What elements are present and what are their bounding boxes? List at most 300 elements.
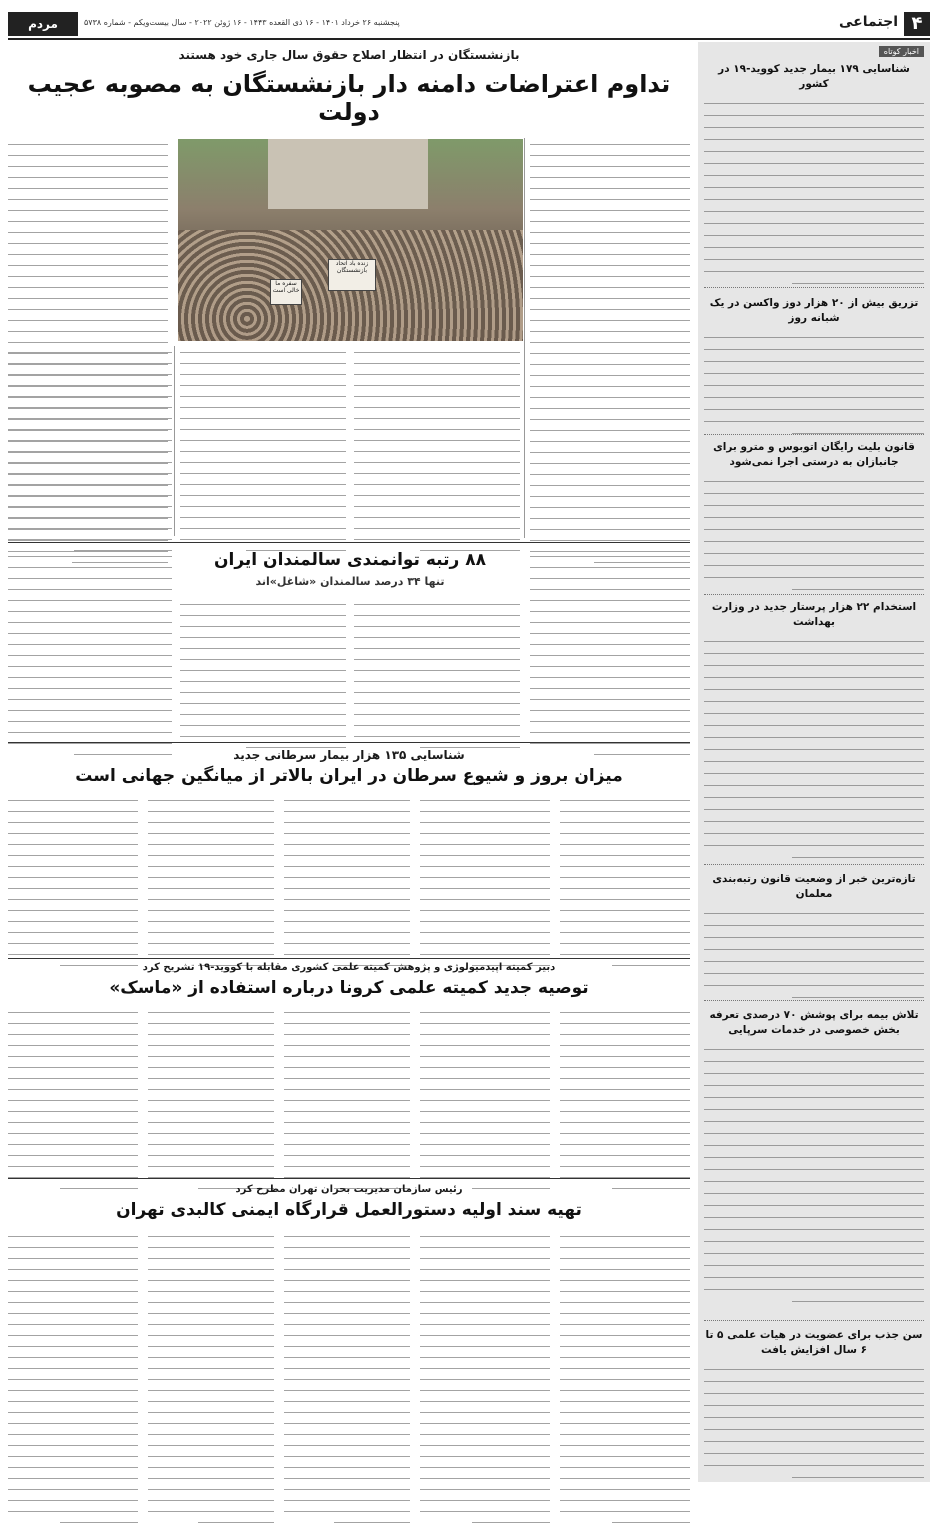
text-line xyxy=(180,631,346,638)
text-line xyxy=(284,1017,410,1024)
text-line xyxy=(530,512,690,519)
text-line xyxy=(60,1516,138,1523)
text-line xyxy=(560,1028,690,1035)
text-line xyxy=(704,1282,924,1290)
text-line xyxy=(420,904,550,911)
text-line xyxy=(148,893,274,900)
text-line xyxy=(8,882,138,889)
text-line xyxy=(530,314,690,321)
text-line xyxy=(284,1417,410,1424)
text-line xyxy=(354,390,520,397)
text-line xyxy=(420,849,550,856)
text-line xyxy=(704,670,924,678)
text-line xyxy=(704,216,924,224)
text-line xyxy=(284,1274,410,1281)
text-line xyxy=(420,1230,550,1237)
text-line xyxy=(530,490,690,497)
text-line xyxy=(8,1472,138,1479)
text-line xyxy=(8,1285,138,1292)
story-headline: توصیه جدید کمیته علمی کرونا درباره استفاده از «ماسک» xyxy=(109,978,589,998)
text-line xyxy=(704,1434,924,1442)
text-line xyxy=(530,693,690,700)
text-line xyxy=(560,871,690,878)
text-line xyxy=(148,1395,274,1402)
text-line xyxy=(8,638,172,645)
text-line xyxy=(704,1198,924,1206)
text-line xyxy=(420,1017,550,1024)
text-line xyxy=(284,1296,410,1303)
text-line xyxy=(704,1138,924,1146)
text-line xyxy=(420,1296,550,1303)
text-line xyxy=(8,1450,138,1457)
text-line xyxy=(354,533,520,540)
text-line xyxy=(704,1222,924,1230)
text-line xyxy=(8,1329,138,1336)
text-line xyxy=(8,160,168,167)
text-line xyxy=(704,132,924,140)
text-line xyxy=(704,342,924,350)
text-line xyxy=(530,501,690,508)
text-line xyxy=(420,1006,550,1013)
text-line xyxy=(198,1516,274,1523)
text-line xyxy=(704,930,924,938)
text-line xyxy=(530,627,690,634)
text-line xyxy=(704,966,924,974)
text-line xyxy=(560,1395,690,1402)
text-line xyxy=(8,171,168,178)
text-line xyxy=(284,794,410,801)
text-line xyxy=(560,1472,690,1479)
text-line xyxy=(420,1318,550,1325)
text-line xyxy=(530,704,690,711)
brief-headline: تزریق بیش از ۲۰ هزار دوز واکسن در یک شبانه روز xyxy=(709,297,919,324)
text-line xyxy=(530,446,690,453)
text-line xyxy=(8,1039,138,1046)
text-line xyxy=(148,1006,274,1013)
text-line xyxy=(148,1230,274,1237)
text-line xyxy=(8,204,168,211)
text-line xyxy=(284,1094,410,1101)
text-line xyxy=(354,708,520,715)
text-line xyxy=(704,474,924,482)
text-line xyxy=(148,1329,274,1336)
text-line xyxy=(180,357,346,364)
text-line xyxy=(560,1461,690,1468)
text-line xyxy=(792,850,924,858)
text-line xyxy=(148,904,274,911)
text-line xyxy=(148,1149,274,1156)
brief-headline: شناسایی ۱۷۹ بیمار جدید کووید-۱۹ در کشور xyxy=(718,63,910,90)
text-line xyxy=(180,412,346,419)
text-line xyxy=(148,1461,274,1468)
text-line xyxy=(284,948,410,955)
text-line xyxy=(704,144,924,152)
text-line xyxy=(8,561,172,568)
article-column xyxy=(560,794,690,970)
story-headline: ۸۸ رتبه توانمندی سالمندان ایران xyxy=(214,550,486,570)
story-headline: میزان بروز و شیوع سرطان در ایران بالاتر از میانگین جهانی است xyxy=(75,766,623,786)
text-line xyxy=(704,534,924,542)
text-line xyxy=(180,500,346,507)
text-line xyxy=(8,368,172,375)
text-line xyxy=(8,1373,138,1380)
text-line xyxy=(530,237,690,244)
text-line xyxy=(560,926,690,933)
text-line xyxy=(530,292,690,299)
text-line xyxy=(148,1373,274,1380)
text-line xyxy=(180,719,346,726)
sidebar-tag: اخبار کوتاه xyxy=(879,46,924,57)
text-line xyxy=(420,1483,550,1490)
text-line xyxy=(8,489,172,496)
divider xyxy=(8,542,690,543)
text-line xyxy=(8,1494,138,1501)
text-line xyxy=(284,1028,410,1035)
text-line xyxy=(8,926,138,933)
text-line xyxy=(284,1428,410,1435)
text-line xyxy=(148,882,274,889)
text-line xyxy=(8,1417,138,1424)
text-line xyxy=(8,1505,138,1512)
text-line xyxy=(704,730,924,738)
text-line xyxy=(8,412,172,419)
text-line xyxy=(354,653,520,660)
text-line xyxy=(420,805,550,812)
text-line xyxy=(8,616,172,623)
text-line xyxy=(530,649,690,656)
text-line xyxy=(530,248,690,255)
text-line xyxy=(8,456,172,463)
building xyxy=(268,139,428,209)
text-line xyxy=(8,522,172,529)
text-line xyxy=(530,380,690,387)
text-line xyxy=(8,248,168,255)
text-line xyxy=(354,379,520,386)
text-line xyxy=(560,1149,690,1156)
article-column xyxy=(284,1230,410,1527)
text-line xyxy=(530,682,690,689)
text-line xyxy=(560,849,690,856)
article-column xyxy=(180,346,346,555)
text-line xyxy=(284,1362,410,1369)
text-line xyxy=(420,1039,550,1046)
text-line xyxy=(148,1472,274,1479)
text-line xyxy=(560,1439,690,1446)
text-line xyxy=(530,638,690,645)
text-line xyxy=(704,354,924,362)
text-line xyxy=(530,424,690,431)
news-briefs-sidebar xyxy=(698,42,930,1482)
text-line xyxy=(530,550,690,557)
text-line xyxy=(560,827,690,834)
text-line xyxy=(420,1329,550,1336)
article-column xyxy=(560,1230,690,1527)
text-line xyxy=(8,1017,138,1024)
text-line xyxy=(284,893,410,900)
text-line xyxy=(560,1296,690,1303)
text-line xyxy=(704,1126,924,1134)
text-line xyxy=(560,794,690,801)
column-divider xyxy=(174,346,175,536)
text-line xyxy=(284,1318,410,1325)
article-column xyxy=(284,1006,410,1193)
protest-sign: زنده باد اتحاد بازنشستگان xyxy=(328,259,376,291)
text-line xyxy=(8,1406,138,1413)
text-line xyxy=(420,1494,550,1501)
text-line xyxy=(354,675,520,682)
article-column xyxy=(148,794,274,970)
article-column xyxy=(180,598,346,752)
text-line xyxy=(284,1072,410,1079)
text-line xyxy=(530,182,690,189)
text-line xyxy=(530,270,690,277)
text-line xyxy=(704,522,924,530)
text-line xyxy=(704,570,924,578)
text-line xyxy=(8,1028,138,1035)
text-line xyxy=(560,1406,690,1413)
text-line xyxy=(284,1351,410,1358)
text-line xyxy=(284,1039,410,1046)
brief-headline: تازه‌ترین خبر از وضعیت قانون رتبه‌بندی معلمان xyxy=(712,873,916,900)
text-line xyxy=(560,1285,690,1292)
text-line xyxy=(560,1263,690,1270)
text-line xyxy=(420,1285,550,1292)
text-line xyxy=(8,193,168,200)
text-line xyxy=(148,1351,274,1358)
text-line xyxy=(354,631,520,638)
text-line xyxy=(354,620,520,627)
text-line xyxy=(704,192,924,200)
text-line xyxy=(148,1274,274,1281)
text-line xyxy=(8,314,168,321)
text-line xyxy=(8,550,172,557)
text-line xyxy=(530,435,690,442)
text-line xyxy=(8,445,172,452)
text-line xyxy=(704,546,924,554)
text-line xyxy=(704,1398,924,1406)
text-line xyxy=(284,1171,410,1178)
text-line xyxy=(420,1105,550,1112)
text-line xyxy=(284,1105,410,1112)
text-line xyxy=(148,1384,274,1391)
text-line xyxy=(420,1083,550,1090)
text-line xyxy=(560,1274,690,1281)
text-line xyxy=(334,1516,410,1523)
article-column xyxy=(148,1230,274,1527)
text-line xyxy=(148,1160,274,1167)
text-line xyxy=(148,1072,274,1079)
text-line xyxy=(420,1116,550,1123)
article-column xyxy=(560,1006,690,1193)
text-line xyxy=(8,627,172,634)
text-line xyxy=(420,1406,550,1413)
text-line xyxy=(704,978,924,986)
article-column xyxy=(420,794,550,970)
text-line xyxy=(530,583,690,590)
text-line xyxy=(180,686,346,693)
text-line xyxy=(530,402,690,409)
text-line xyxy=(8,1006,138,1013)
text-line xyxy=(148,1116,274,1123)
story-headline: تهیه سند اولیه دستورالعمل قرارگاه ایمنی کالبدی تهران xyxy=(116,1200,582,1220)
text-line xyxy=(180,489,346,496)
text-line xyxy=(180,390,346,397)
text-line xyxy=(148,1494,274,1501)
text-line xyxy=(180,653,346,660)
text-line xyxy=(8,1296,138,1303)
text-line xyxy=(8,915,138,922)
text-line xyxy=(612,1516,690,1523)
text-line xyxy=(704,366,924,374)
text-line xyxy=(560,1039,690,1046)
text-line xyxy=(704,790,924,798)
text-line xyxy=(704,414,924,422)
text-line xyxy=(8,346,172,353)
text-line xyxy=(420,1373,550,1380)
text-line xyxy=(8,1351,138,1358)
text-line xyxy=(560,816,690,823)
text-line xyxy=(8,325,168,332)
text-line xyxy=(704,1102,924,1110)
text-line xyxy=(8,805,138,812)
article-column xyxy=(420,1230,550,1527)
text-line xyxy=(8,478,172,485)
text-line xyxy=(420,1138,550,1145)
text-line xyxy=(792,990,924,998)
text-line xyxy=(560,1083,690,1090)
text-line xyxy=(8,871,138,878)
text-line xyxy=(284,1406,410,1413)
text-line xyxy=(704,96,924,104)
text-line xyxy=(8,693,172,700)
text-line xyxy=(8,948,138,955)
text-line xyxy=(148,1439,274,1446)
text-line xyxy=(284,904,410,911)
text-line xyxy=(704,1246,924,1254)
text-line xyxy=(704,120,924,128)
text-line xyxy=(180,730,346,737)
text-line xyxy=(704,1054,924,1062)
text-line xyxy=(8,237,168,244)
text-line xyxy=(530,281,690,288)
text-line xyxy=(704,778,924,786)
text-line xyxy=(284,1472,410,1479)
brief-item xyxy=(704,600,924,862)
text-line xyxy=(530,336,690,343)
text-line xyxy=(148,1450,274,1457)
text-line xyxy=(8,682,172,689)
text-line xyxy=(148,1263,274,1270)
text-line xyxy=(284,1384,410,1391)
text-line xyxy=(560,1050,690,1057)
article-column xyxy=(8,794,138,970)
text-line xyxy=(704,838,924,846)
text-line xyxy=(8,904,138,911)
text-line xyxy=(284,1450,410,1457)
divider xyxy=(704,864,924,865)
text-line xyxy=(148,948,274,955)
text-line xyxy=(284,1127,410,1134)
text-line xyxy=(148,816,274,823)
text-line xyxy=(8,1105,138,1112)
text-line xyxy=(284,926,410,933)
text-line xyxy=(8,270,168,277)
text-line xyxy=(704,108,924,116)
text-line xyxy=(560,948,690,955)
text-line xyxy=(284,1285,410,1292)
text-line xyxy=(530,605,690,612)
divider xyxy=(8,742,690,743)
text-line xyxy=(284,1329,410,1336)
text-line xyxy=(420,1160,550,1167)
text-line xyxy=(8,138,168,145)
text-line xyxy=(560,1329,690,1336)
brief-item xyxy=(704,1328,924,1482)
text-line xyxy=(8,715,172,722)
text-line xyxy=(704,706,924,714)
text-line xyxy=(180,368,346,375)
text-line xyxy=(354,423,520,430)
text-line xyxy=(8,704,172,711)
text-line xyxy=(420,1351,550,1358)
text-line xyxy=(704,694,924,702)
text-line xyxy=(148,1505,274,1512)
text-line xyxy=(180,467,346,474)
text-line xyxy=(420,1362,550,1369)
text-line xyxy=(354,478,520,485)
text-line xyxy=(148,805,274,812)
text-line xyxy=(704,1422,924,1430)
text-line xyxy=(284,838,410,845)
text-line xyxy=(792,426,924,434)
text-line xyxy=(530,149,690,156)
text-line xyxy=(148,926,274,933)
text-line xyxy=(284,882,410,889)
text-line xyxy=(8,401,172,408)
text-line xyxy=(704,814,924,822)
text-line xyxy=(8,1050,138,1057)
text-line xyxy=(704,718,924,726)
divider xyxy=(8,1178,690,1179)
text-line xyxy=(284,1263,410,1270)
text-line xyxy=(704,906,924,914)
text-line xyxy=(284,805,410,812)
text-line xyxy=(704,240,924,248)
text-line xyxy=(8,303,168,310)
text-line xyxy=(530,303,690,310)
text-line xyxy=(180,642,346,649)
text-line xyxy=(354,467,520,474)
text-line xyxy=(560,915,690,922)
text-line xyxy=(420,1252,550,1259)
text-line xyxy=(530,561,690,568)
text-line xyxy=(704,766,924,774)
text-line xyxy=(8,1362,138,1369)
text-line xyxy=(8,671,172,678)
text-line xyxy=(560,1017,690,1024)
text-line xyxy=(148,1252,274,1259)
text-line xyxy=(8,390,172,397)
text-line xyxy=(180,533,346,540)
text-line xyxy=(420,1439,550,1446)
text-line xyxy=(704,330,924,338)
text-line xyxy=(560,1417,690,1424)
text-line xyxy=(354,642,520,649)
text-line xyxy=(8,1340,138,1347)
text-line xyxy=(284,1483,410,1490)
article-column xyxy=(8,1230,138,1527)
text-line xyxy=(8,336,168,343)
